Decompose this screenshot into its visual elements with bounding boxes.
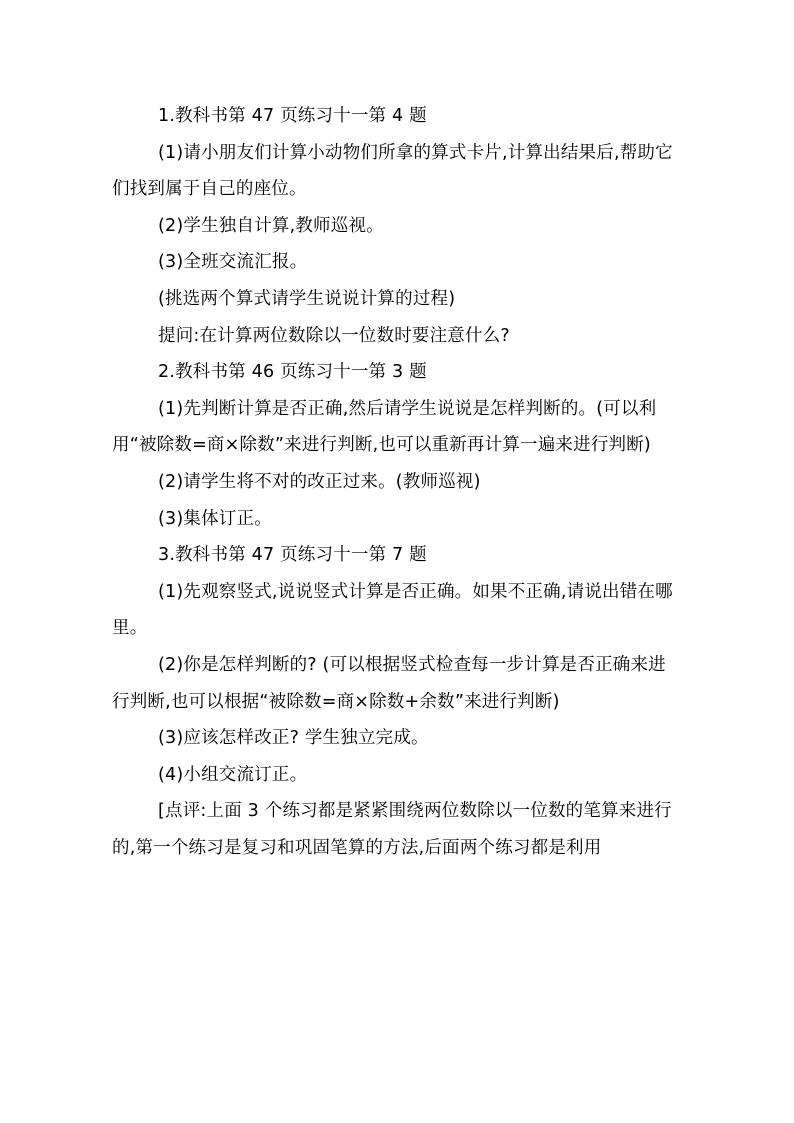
exercise-1-question: 提问:在计算两位数除以一位数时要注意什么? (158, 325, 510, 346)
exercise-2-step-2: (2)请学生将不对的改正过来。(教师巡视) (158, 471, 481, 492)
exercise-1-step-3: (3)全班交流汇报。 (158, 252, 308, 273)
exercise-2-step-3: (3)集体订正。 (158, 508, 272, 529)
exercise-3-step-4: (4)小组交流订正。 (158, 764, 308, 785)
exercise-3-heading: 3.教科书第 47 页练习十一第 7 题 (158, 545, 427, 566)
exercise-2-heading: 2.教科书第 46 页练习十一第 3 题 (158, 362, 427, 383)
exercise-1-step-1: (1)请小朋友们计算小动物们所拿的算式卡片,计算出结果后,帮助它们找到属于自己的座位。 (112, 142, 673, 200)
exercise-1-note: (挑选两个算式请学生说说计算的过程) (158, 288, 456, 309)
commentary-paragraph: [点评:上面 3 个练习都是紧紧围绕两位数除以一位数的笔算来进行的,第一个练习是复习和巩固笔算的方法,后面两个练习都是利用 (112, 801, 672, 858)
exercise-3-step-1: (1)先观察竖式,说说竖式计算是否正确。如果不正确,请说出错在哪里。 (112, 581, 673, 639)
exercise-1-step-2: (2)学生独自计算,教师巡视。 (158, 215, 384, 236)
exercise-2-step-1: (1)先判断计算是否正确,然后请学生说说是怎样判断的。(可以利用“被除数=商×除数”来进行判断,也可以重新再计算一遍来进行判断) (112, 398, 657, 456)
exercise-1-heading: 1.教科书第 47 页练习十一第 4 题 (158, 106, 427, 126)
document-body (112, 98, 678, 866)
exercise-3-step-2: (2)你是怎样判断的? (可以根据竖式检查每一步计算是否正确来进行判断,也可以根据“被除数=商×除数+余数”来进行判断) (112, 654, 666, 712)
exercise-3-step-3: (3)应该怎样改正? 学生独立完成。 (158, 728, 429, 749)
